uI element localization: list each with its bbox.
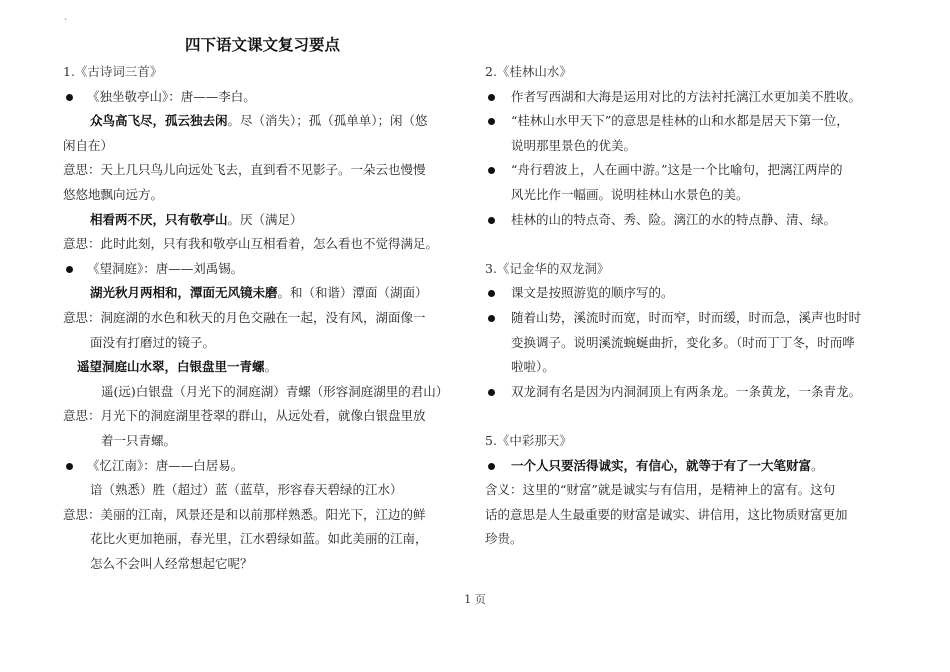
- poem-2-meaning2-line-1: 意思：月光下的洞庭湖里苍翠的群山，从远处看，就像白银盘里放: [63, 408, 426, 424]
- poem-2-meaning-line-1: 意思：洞庭湖的水色和秋天的月色交融在一起，没有风，湖面像一: [63, 309, 426, 325]
- bullet-text: 《忆江南》：唐——白居易。: [87, 457, 244, 473]
- poem-1-meaning-2: 意思：此时此刻，只有我和敬亭山互相看着，怎么看也不觉得满足。: [63, 236, 439, 252]
- spacer: [485, 404, 890, 429]
- bullet-dragon-1: 课文是按照游览的顺序写的。: [485, 281, 890, 306]
- poem-3-meaning-line-2: 花比火更加艳丽，春光里，江水碧绿如蓝。如此美丽的江南，: [90, 531, 428, 547]
- poem-1-verse-2: [63, 208, 468, 233]
- bullet-text: 《独坐敬亭山》：唐——李白。: [87, 88, 256, 104]
- verse-notes: 。和（和谐）潭面（湖面）: [277, 285, 428, 301]
- bullet-dragon-2: 随着山势，溪流时而宽，时而窄，时而缓，时而急，溪声也时时: [485, 306, 890, 331]
- bullet-dragon-2-cont2: 啦啦）。: [511, 359, 555, 375]
- sentence-end: 。: [811, 457, 824, 473]
- poem-2-verse-2: [63, 355, 468, 380]
- page-mark: `: [64, 18, 68, 27]
- bullet-lottery-1: [485, 454, 890, 479]
- verse-text: 相看两不厌，只有敬亭山: [90, 211, 228, 227]
- poem-2-meaning-line-2: 面没有打磨过的镜子。: [90, 334, 216, 350]
- verse-notes: 。尽（消失）；孤（孤单单）；闲（悠: [227, 113, 428, 129]
- poem-3-notes: 谙（熟悉）胜（超过）蓝（蓝草，形容春天碧绿的江水）: [90, 482, 403, 498]
- lottery-meaning-line-1: 含义：这里的“财富”就是诚实与有信用，是精神上的富有。这句: [485, 482, 836, 498]
- bullet-guilin-3: “舟行碧波上，人在画中游。”这是一个比喻句，把漓江两岸的: [485, 158, 890, 183]
- bullet-dragon-3: 双龙洞有名是因为内洞洞顶上有两条龙。一条黄龙，一条青龙。: [485, 380, 890, 405]
- verse-notes: 。厌（满足）: [227, 211, 303, 227]
- bold-sentence: 一个人只要活得诚实，有信心，就等于有了一大笔财富: [511, 457, 812, 473]
- poem-3-meaning-line-1: 意思：美丽的江南，风景还是和以前那样熟悉。阳光下，江边的鲜: [63, 506, 426, 522]
- poem-2-meaning2-line-2: 着一只青螺。: [101, 432, 177, 448]
- spacer: [485, 232, 890, 257]
- verse-end: 。: [264, 359, 278, 375]
- bullet-dragon-2-cont: 变换调子。说明溪流蜿蜒曲折，变化多。（时而丁丁冬，时而哗: [511, 334, 855, 350]
- bullet-guilin-2: “桂林山水甲天下”的意思是桂林的山和水都是居天下第一位，: [485, 109, 890, 134]
- verse-text: 湖光秋月两相和，潭面无风镜未磨: [90, 285, 278, 301]
- section-heading-3: 3.《记金华的双龙洞》: [485, 260, 610, 276]
- poem-1-meaning-line-2: 悠悠地飘向远方。: [63, 186, 164, 202]
- right-column: [485, 60, 890, 552]
- lottery-meaning-line-2: 话的意思是人生最重要的财富是诚实、讲信用，这比物质财富更加: [485, 506, 848, 522]
- poem-1-verse-1: [63, 109, 468, 134]
- verse-text: 遥望洞庭山水翠，白银盘里一青螺: [77, 359, 265, 375]
- page-number: 1 页: [464, 593, 486, 606]
- poem-3-meaning-line-3: 怎么不会叫人经常想起它呢？: [90, 555, 253, 571]
- section-heading-5: 5.《中彩那天》: [485, 432, 572, 448]
- bullet-guilin-2-cont: 说明那里景色的优美。: [511, 137, 637, 153]
- bullet-poem-3: [63, 454, 468, 479]
- poem-1-meaning-line-1: 意思：天上几只鸟儿向远处飞去，直到看不见影子。一朵云也慢慢: [63, 162, 426, 178]
- document-title: 四下语文课文复习要点: [185, 36, 341, 54]
- verse-text: 众鸟高飞尽，孤云独去闲: [90, 113, 228, 129]
- bullet-poem-2: [63, 257, 468, 282]
- lottery-meaning-line-3: 珍贵。: [485, 531, 523, 547]
- poem-2-notes-2: 遥(远)白银盘（月光下的洞庭湖）青螺（形容洞庭湖里的君山）: [101, 383, 449, 399]
- section-heading-1: 1.《古诗词三首》: [63, 64, 163, 79]
- left-column: [63, 60, 468, 576]
- bullet-guilin-1: 作者写西湖和大海是运用对比的方法衬托漓江水更加美不胜收。: [485, 85, 890, 110]
- bullet-text: 《望洞庭》：唐——刘禹锡。: [87, 260, 244, 276]
- section-heading-2: 2.《桂林山水》: [485, 64, 572, 79]
- bullet-guilin-3-cont: 风光比作一幅画。说明桂林山水景色的美。: [511, 186, 749, 202]
- poem-2-verse-1: [63, 281, 468, 306]
- poem-1-notes-cont: 闲自在）: [63, 137, 114, 153]
- bullet-poem-1: [63, 85, 468, 110]
- bullet-guilin-4: 桂林的山的特点奇、秀、险。漓江的水的特点静、清、绿。: [485, 208, 890, 233]
